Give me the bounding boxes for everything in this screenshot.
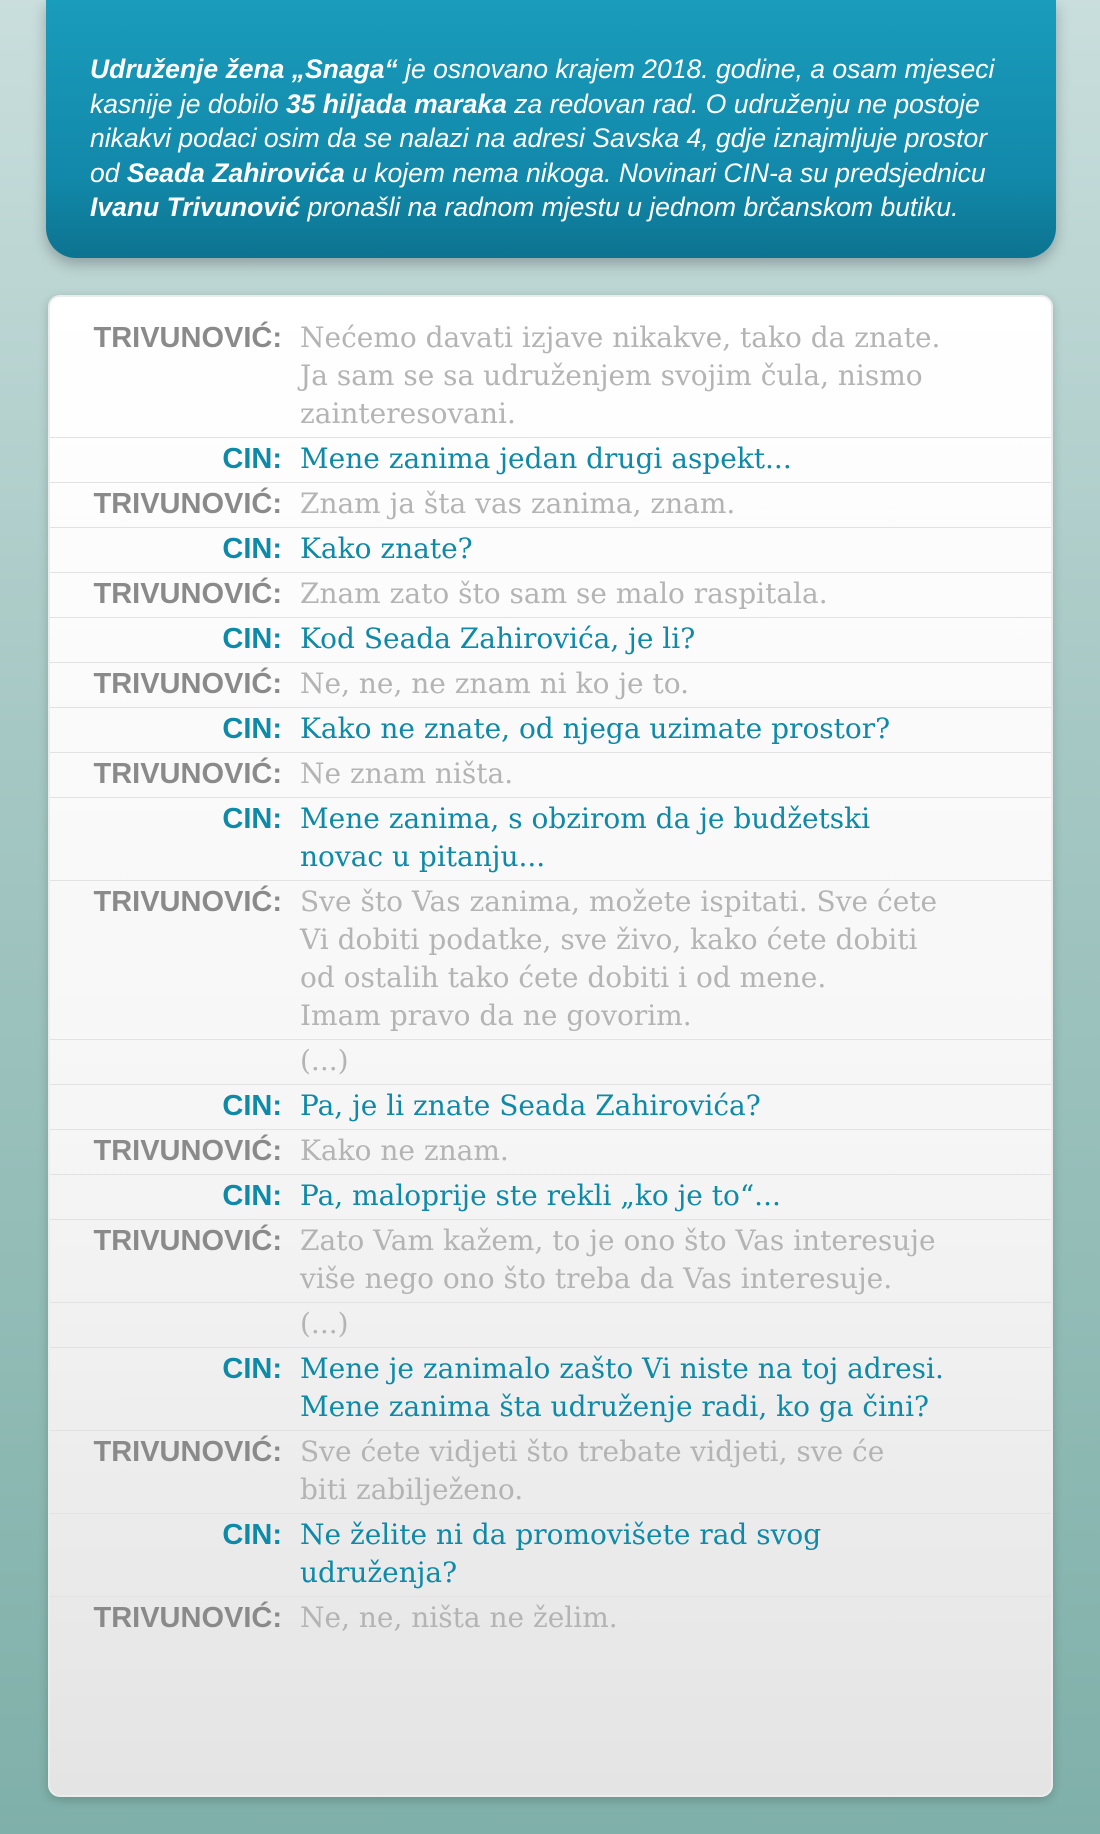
dialogue-text: Ne želite ni da promovišete rad svog udruženja? bbox=[300, 1518, 822, 1589]
dialogue-text: Kako znate? bbox=[300, 532, 473, 565]
speaker-label: CIN: bbox=[222, 623, 282, 655]
dialogue-text: Mene zanima jedan drugi aspekt... bbox=[300, 442, 792, 475]
dialogue-text: Kod Seada Zahirovića, je li? bbox=[300, 622, 696, 655]
dialogue-row bbox=[50, 1348, 1051, 1431]
intro-banner bbox=[46, 0, 1056, 258]
landlord-name: Seada Zahirovića bbox=[126, 157, 345, 188]
dialogue-text: Ne znam ništa. bbox=[300, 757, 514, 790]
speaker-label: TRIVUNOVIĆ: bbox=[93, 488, 282, 520]
dialogue-text: Mene zanima, s obzirom da je budžetski novac u pitanju... bbox=[300, 802, 871, 873]
speaker-label: TRIVUNOVIĆ: bbox=[93, 1225, 282, 1257]
dialogue-text: Nećemo davati izjave nikakve, tako da znate. Ja sam se sa udruženjem svojim čula, nismo zainteresovani. bbox=[300, 321, 941, 430]
speaker-label: CIN: bbox=[222, 533, 282, 565]
speaker-label: CIN: bbox=[222, 443, 282, 475]
dialogue-row bbox=[50, 881, 1051, 1040]
speaker-label: TRIVUNOVIĆ: bbox=[93, 1135, 282, 1167]
dialogue-row bbox=[50, 1597, 1051, 1641]
dialogue-row bbox=[50, 573, 1051, 618]
speaker-label: CIN: bbox=[222, 1090, 282, 1122]
dialogue-row bbox=[50, 483, 1051, 528]
dialogue-ellipsis: (...) bbox=[300, 1044, 349, 1077]
dialogue-row bbox=[50, 1220, 1051, 1303]
org-name: Udruženje žena „Snaga“ bbox=[90, 54, 398, 84]
speaker-label: TRIVUNOVIĆ: bbox=[93, 758, 282, 790]
speaker-label: CIN: bbox=[222, 713, 282, 745]
dialogue-row bbox=[50, 1085, 1051, 1130]
dialogue-row bbox=[50, 528, 1051, 573]
dialogue-text: Zato Vam kažem, to je ono što Vas interesuje više nego ono što treba da Vas interesuje. bbox=[300, 1224, 936, 1295]
dialogue-text: Znam zato što sam se malo raspitala. bbox=[300, 577, 828, 610]
dialogue-text: Ne, ne, ništa ne želim. bbox=[300, 1601, 618, 1634]
dialogue-card bbox=[48, 295, 1053, 1797]
speaker-label: CIN: bbox=[222, 1519, 282, 1551]
president-name: Ivanu Trivunović bbox=[90, 192, 301, 222]
dialogue-row bbox=[50, 1514, 1051, 1597]
speaker-label: TRIVUNOVIĆ: bbox=[93, 1436, 282, 1468]
intro-text-1: je osnovano krajem 2018. godine, a osam mjeseci kasnije je dobilo bbox=[90, 54, 995, 119]
speaker-label bbox=[50, 1303, 300, 1305]
dialogue-row bbox=[50, 798, 1051, 881]
intro-text-4: pronašli na radnom mjestu u jednom brčanskom butiku. bbox=[300, 192, 959, 222]
dialogue-row bbox=[50, 1175, 1051, 1220]
grant-amount: 35 hiljada maraka bbox=[285, 88, 507, 119]
dialogue-text: Sve ćete vidjeti što trebate vidjeti, sve će biti zabilježeno. bbox=[300, 1435, 885, 1506]
dialogue-row bbox=[50, 317, 1051, 438]
dialogue-text: Pa, maloprije ste rekli „ko je to“... bbox=[300, 1179, 781, 1212]
dialogue-text: Znam ja šta vas zanima, znam. bbox=[300, 487, 736, 520]
speaker-label: CIN: bbox=[222, 1180, 282, 1212]
dialogue-row bbox=[50, 438, 1051, 483]
dialogue-text: Kako ne znate, od njega uzimate prostor? bbox=[300, 712, 891, 745]
dialogue-row bbox=[50, 1431, 1051, 1514]
intro-text-3: u kojem nema nikoga. Novinari CIN-a su predsjednicu bbox=[344, 157, 986, 188]
dialogue-row bbox=[50, 1130, 1051, 1175]
dialogue-ellipsis-row bbox=[50, 1040, 1051, 1085]
dialogue-row bbox=[50, 663, 1051, 708]
speaker-label: TRIVUNOVIĆ: bbox=[93, 886, 282, 918]
dialogue-text: Sve što Vas zanima, možete ispitati. Sve ćete Vi dobiti podatke, sve živo, kako ćete dobiti od ostalih tako ćete dobiti i od mene. Imam pravo da ne govorim. bbox=[300, 885, 938, 1032]
dialogue-text: Kako ne znam. bbox=[300, 1134, 509, 1167]
speaker-label: TRIVUNOVIĆ: bbox=[93, 322, 282, 354]
speaker-label: TRIVUNOVIĆ: bbox=[93, 1602, 282, 1634]
speaker-label: TRIVUNOVIĆ: bbox=[93, 668, 282, 700]
intro-text-2: za redovan rad. O udruženju ne postoje nikakvi podaci osim da se nalazi na adresi Savska 4, gdje iznajmljuje prostor od bbox=[90, 88, 988, 188]
dialogue-text: Mene je zanimalo zašto Vi niste na toj adresi. Mene zanima šta udruženje radi, ko ga čini? bbox=[300, 1352, 944, 1423]
dialogue-row bbox=[50, 753, 1051, 798]
dialogue-row bbox=[50, 708, 1051, 753]
dialogue-row bbox=[50, 618, 1051, 663]
speaker-label: CIN: bbox=[222, 1353, 282, 1385]
dialogue-ellipsis-row bbox=[50, 1303, 1051, 1348]
dialogue-text: Ne, ne, ne znam ni ko je to. bbox=[300, 667, 689, 700]
speaker-label bbox=[50, 1040, 300, 1042]
dialogue-ellipsis: (...) bbox=[300, 1307, 349, 1340]
speaker-label: CIN: bbox=[222, 803, 282, 835]
dialogue-text: Pa, je li znate Seada Zahirovića? bbox=[300, 1089, 761, 1122]
speaker-label: TRIVUNOVIĆ: bbox=[93, 578, 282, 610]
